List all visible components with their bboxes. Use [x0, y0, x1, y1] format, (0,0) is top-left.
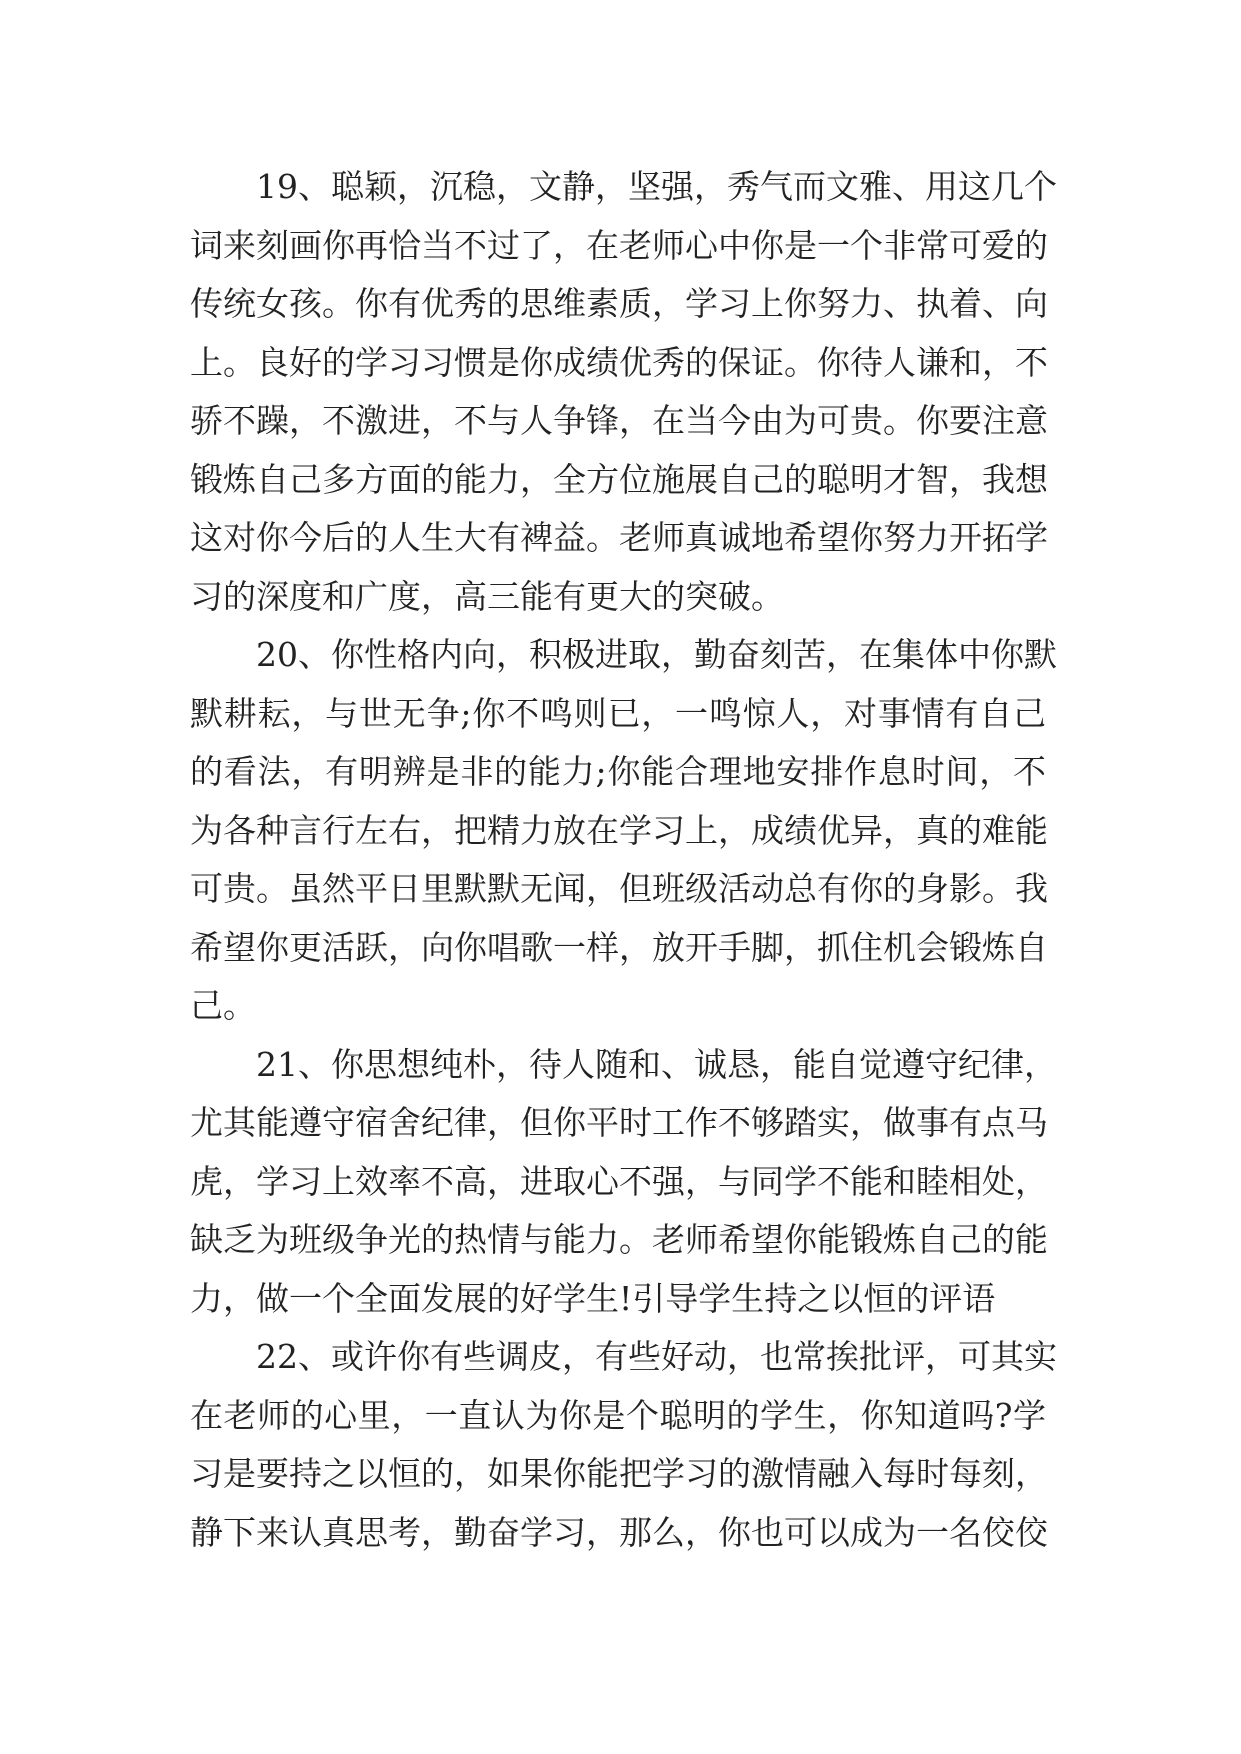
text-line: 习的深度和广度，高三能有更大的突破。 — [190, 576, 784, 616]
paragraph-22 — [190, 1328, 1057, 1562]
text-line: 静下来认真思考，勤奋学习，那么，你也可以成为一名佼佼 — [190, 1512, 1048, 1552]
text-line: 尤其能遵守宿舍纪律，但你平时工作不够踏实，做事有点马 — [190, 1103, 1048, 1142]
text-line: 20、你性格内向，积极进取，勤奋刻苦，在集体中你默 — [256, 635, 1057, 674]
text-line: 传统女孩。你有优秀的思维素质，学习上你努力、执着、向 — [190, 284, 1048, 323]
text-line: 19、聪颖，沉稳，文静，坚强，秀气而文雅、用这几个 — [256, 167, 1057, 206]
text-line: 锻炼自己多方面的能力，全方位施展自己的聪明才智，我想 — [190, 459, 1048, 499]
text-line: 词来刻画你再恰当不过了，在老师心中你是一个非常可爱的 — [190, 225, 1048, 265]
text-line: 可贵。虽然平日里默默无闻，但班级活动总有你的身影。我 — [190, 869, 1048, 908]
text-line: 己。 — [190, 986, 256, 1025]
text-line: 力，做一个全面发展的好学生!引导学生持之以恒的评语 — [190, 1278, 996, 1318]
text-line: 虎，学习上效率不高，进取心不强，与同学不能和睦相处， — [190, 1161, 1048, 1201]
paragraph-19 — [190, 158, 1057, 626]
paragraph-21 — [190, 1036, 1057, 1329]
text-line: 22、或许你有些调皮，有些好动，也常挨批评，可其实 — [256, 1337, 1057, 1376]
text-line: 在老师的心里，一直认为你是个聪明的学生，你知道吗?学 — [190, 1395, 1046, 1435]
text-line: 骄不躁，不激进，不与人争锋，在当今由为可贵。你要注意 — [190, 401, 1048, 440]
text-line: 这对你今后的人生大有裨益。老师真诚地希望你努力开拓学 — [190, 518, 1048, 557]
text-line: 的看法，有明辨是非的能力;你能合理地安排作息时间，不 — [190, 752, 1046, 791]
text-line: 缺乏为班级争光的热情与能力。老师希望你能锻炼自己的能 — [190, 1220, 1048, 1259]
text-line: 希望你更活跃，向你唱歌一样，放开手脚，抓住机会锻炼自 — [190, 927, 1048, 967]
text-line: 习是要持之以恒的，如果你能把学习的激情融入每时每刻， — [190, 1454, 1048, 1493]
text-line: 为各种言行左右，把精力放在学习上，成绩优异，真的难能 — [190, 810, 1048, 850]
document-body — [190, 158, 1057, 1562]
text-line: 默耕耘，与世无争;你不鸣则已，一鸣惊人，对事情有自己 — [190, 693, 1046, 733]
paragraph-20 — [190, 626, 1057, 1036]
text-line: 21、你思想纯朴，待人随和、诚恳，能自觉遵守纪律， — [256, 1044, 1057, 1084]
text-line: 上。良好的学习习惯是你成绩优秀的保证。你待人谦和，不 — [190, 342, 1048, 382]
